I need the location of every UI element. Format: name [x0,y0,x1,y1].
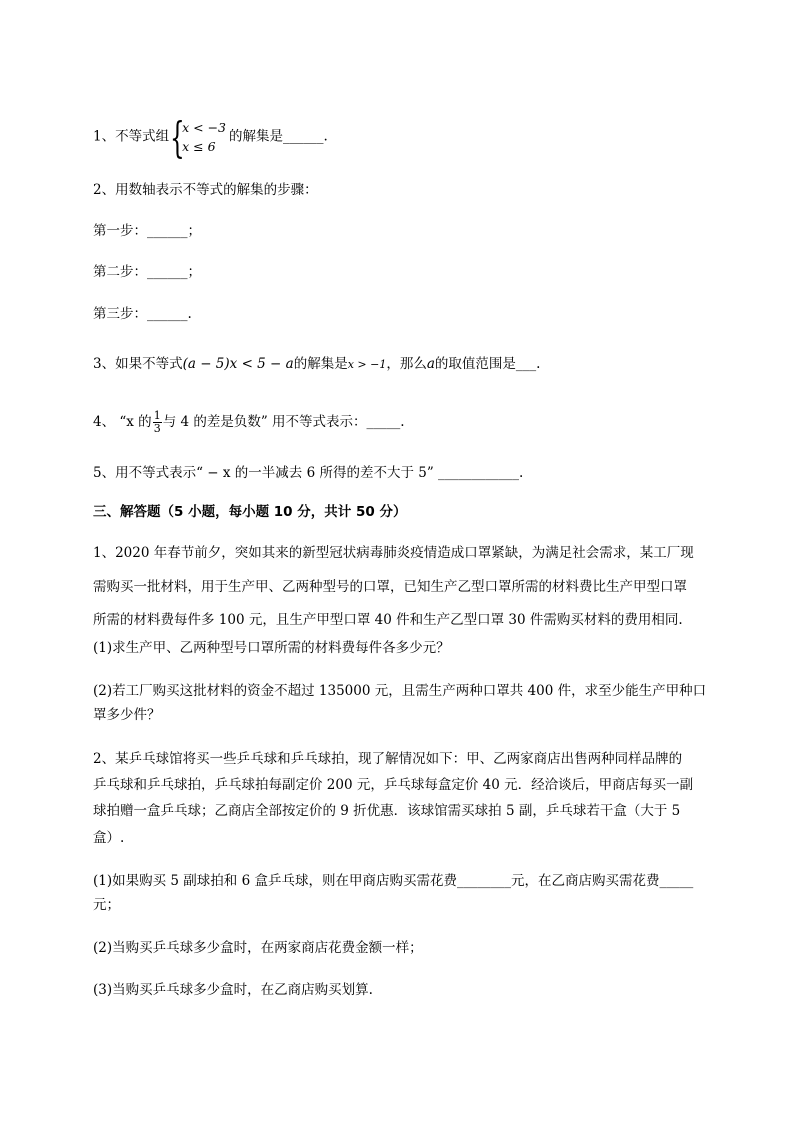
problem-2-line-1: 2、某乒乓球馆将买一些乒乓球和乒乓球拍，现了解情况如下：甲、乙两家商店出售两种同样品牌的 [93,751,683,767]
problem-1-sub-2-line-2: 罩多少件？ [93,707,161,723]
question-3 [93,354,540,375]
fraction-numerator: 1 [153,409,161,422]
inequality-system [170,113,226,162]
question-2-step-2: 第二步：______； [93,264,201,280]
problem-2-sub-1-line-2: 元； [93,897,120,913]
problem-2-line-4: 盒）. [93,830,125,846]
q3-inequality: (a − 5)x < 5 − a [182,356,294,372]
q4-prefix: 4、 “x 的 [93,414,152,430]
q3-mid2: ，那么 [386,356,427,372]
question-4 [93,410,405,435]
problem-1-line-2: 需购买一批材料，用于生产甲、乙两种型号的口罩，已知生产乙型口罩所需的材料费比生产甲型口罩 [93,579,687,595]
q1-suffix: 的解集是______. [229,128,328,145]
system-row-2: x ≤ 6 [182,139,216,154]
question-5: 5、用不等式表示“ − x 的一半减去 6 所得的差不大于 5” ____________. [93,465,524,481]
q3-suffix: 的取值范围是___. [434,356,541,372]
question-2-step-3: 第三步：______. [93,306,192,322]
problem-1-line-3: 所需的材料费每件多 100 元，且生产甲型口罩 40 件和生产乙型口罩 30 件需购买材料的费用相同. [93,612,683,628]
problem-1-sub-2-line-1: (2)若工厂购买这批材料的资金不超过 135000 元，且需生产两种口罩共 400 件，求至少能生产甲种口 [93,683,707,699]
section-3-heading: 三、解答题（5 小题，每小题 10 分，共计 50 分） [93,504,407,520]
q4-suffix: 与 4 的差是负数” 用不等式表示：_____. [162,414,405,430]
problem-1-sub-1: (1)求生产甲、乙两种型号口罩所需的材料费每件各多少元？ [93,640,450,656]
q3-mid: 的解集是 [293,356,348,372]
left-brace-icon: { [170,113,185,162]
problem-2-sub-1-line-1: (1)如果购买 5 副球拍和 6 盒乒乓球，则在甲商店购买需花费________元，在乙商店购买需花费_____ [93,873,694,889]
question-1 [93,113,328,162]
question-2-step-1: 第一步：______； [93,223,201,239]
fraction-denominator: 3 [153,422,161,435]
system-row-1: x < −3 [182,120,226,135]
q3-solution: x > −1 [347,358,387,371]
problem-1-line-1: 1、2020 年春节前夕，突如其来的新型冠状病毒肺炎疫情造成口罩紧缺，为满足社会需求，某工厂现 [93,545,694,561]
q3-variable: a [426,356,435,372]
question-2-title: 2、用数轴表示不等式的解集的步骤： [93,182,318,198]
problem-2-sub-2: (2)当购买乒乓球多少盒时，在两家商店花费金额一样； [93,940,423,956]
problem-2-sub-3: (3)当购买乒乓球多少盒时，在乙商店购买划算. [93,982,373,998]
q1-prefix: 1、不等式组 [93,128,170,145]
problem-2-line-2: 乒乓球和乒乓球拍，乒乓球拍每副定价 200 元，乒乓球每盒定价 40 元．经洽谈后，甲商店每买一副 [93,777,694,793]
problem-2-line-3: 球拍赠一盒乒乓球；乙商店全部按定价的 9 折优惠．该球馆需买球拍 5 副，乒乓球若干盒（大于 5 [93,803,681,819]
q3-prefix: 3、如果不等式 [93,356,183,372]
fraction-one-third [153,410,162,435]
